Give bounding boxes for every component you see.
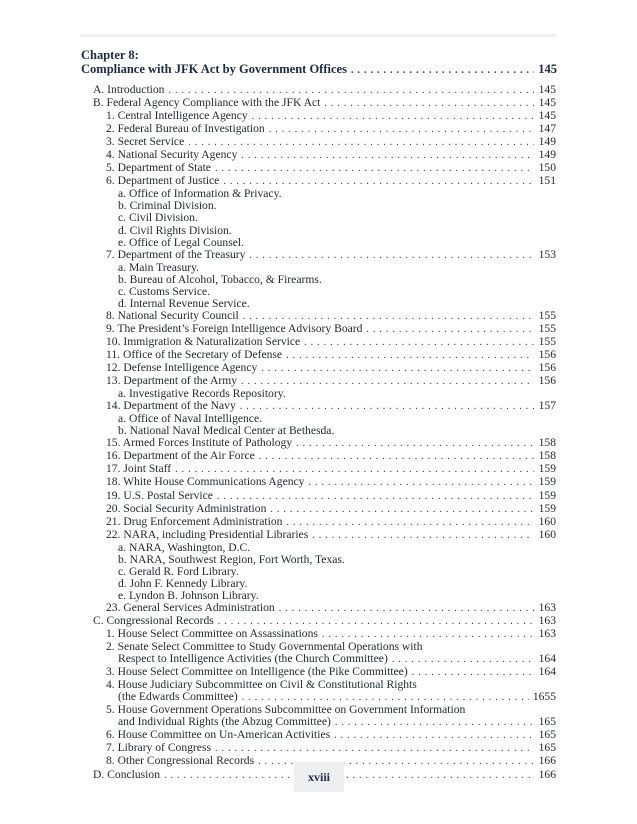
toc-entry-page: 158 [538,436,556,450]
toc-entry[interactable] [93,286,556,298]
toc-entry[interactable] [93,274,556,286]
dot-leader [252,111,534,123]
toc-entry-page: 153 [538,247,556,261]
toc-entry-title: d. Civil Rights Division. [118,223,232,237]
dot-leader [308,477,534,489]
toc-entry-page: 155 [538,334,556,348]
toc-entry-page: 1655 [532,690,556,704]
toc-entry-title: 13. Department of the Army [106,374,238,388]
dot-leader [217,491,534,503]
toc-entry-title: 7. Library of Congress [106,741,211,755]
toc-entry[interactable] [93,516,556,529]
dot-leader [366,324,534,336]
toc-entry-page: 145 [538,96,556,110]
toc-entry-title: (the Edwards Committee) [118,690,238,704]
toc-entry-title: 2. Federal Bureau of Investigation [106,122,265,136]
toc-entry-title: d. Internal Revenue Service. [118,296,250,310]
toc-entry-title: 17. Joint Staff [106,462,172,476]
toc-entry-title: 21. Drug Enforcement Administration [106,514,283,528]
toc-entry-title: 11. Office of the Secretary of Defense [106,347,283,361]
toc-entry-page: 165 [538,715,556,729]
toc-entry-page: 156 [538,361,556,375]
toc-entry-title: a. Office of Naval Intelligence. [118,412,262,426]
dot-leader [269,124,534,136]
toc-entry-page: 164 [538,652,556,666]
dot-leader [249,250,534,262]
dot-leader [324,98,534,110]
toc-entry-page: 159 [538,501,556,515]
toc-entry-title: D. Conclusion [93,767,160,781]
toc-entry-title: c. Gerald R. Ford Library. [118,564,239,578]
toc-entry-page: 165 [538,741,556,755]
dot-leader [240,401,534,413]
dot-leader [286,517,534,529]
toc-entry-title: 6. House Committee on Un-American Activities [106,728,331,742]
toc-entry-title: 12. Defense Intelligence Agency [106,361,258,375]
dot-leader [279,603,534,615]
toc-entry-title: a. Investigative Records Repository. [118,387,286,401]
toc-entry-title: b. Bureau of Alcohol, Tobacco, & Firearms. [118,272,322,286]
page-number: xviii [294,762,344,792]
dot-leader [215,743,534,755]
toc-entry-title: 4. House Judiciary Subcommittee on Civil & Constitutional Rights [106,678,417,692]
toc-entry-title: 3. House Select Committee on Intelligence (the Pike Committee) [106,665,408,679]
toc-entry[interactable] [93,237,556,249]
toc-entry[interactable] [93,212,556,224]
toc-entry-page: 160 [538,514,556,528]
toc-entry-title: 22. NARA, including Presidential Libraries [106,527,309,541]
toc-entry-page: 156 [538,347,556,361]
toc-entry-page: 157 [538,399,556,413]
dot-leader [335,717,534,729]
toc-entry-title: 5. House Government Operations Subcommittee on Government Information [106,703,466,717]
toc-entry-title: 20. Social Security Administration [106,501,267,515]
toc-entry-title: 3. Secret Service [106,135,185,149]
toc-entry-title: B. Federal Agency Compliance with the JFK Act [93,96,321,110]
toc-entry-title: 1. Central Intelligence Agency [106,109,248,123]
toc-entry-page: 159 [538,462,556,476]
toc-entry[interactable] [93,503,556,516]
toc-entry-title: Respect to Intelligence Activities (the Church Committee) [118,652,388,666]
dot-leader [392,654,534,666]
toc-entry-title: 19. U.S. Postal Service [106,488,213,502]
chapter-label: Chapter 8: [81,48,139,62]
toc-entry-title: a. Office of Information & Privacy. [118,187,282,201]
toc-entry-title: a. Main Treasury. [118,260,200,274]
dot-leader [351,64,534,78]
toc-entry-title: A. Introduction [93,83,165,96]
dot-leader [412,667,534,679]
toc-entry-title: d. John F. Kennedy Library. [118,576,248,590]
toc-entry-title: 14. Department of the Navy [106,399,236,413]
toc-entry-title: 9. The President’s Foreign Intelligence Advisory Board [106,321,363,335]
toc-entry[interactable] [93,225,556,237]
toc-entry-page: 163 [538,613,556,627]
toc-entry-title: 6. Department of Justice [106,174,220,188]
toc-entry[interactable] [93,476,556,489]
toc-entry-title: e. Office of Legal Counsel. [118,235,244,249]
toc-entry-title: e. Lyndon B. Johnson Library. [118,588,259,602]
toc-entry-title: 5. Department of State [106,161,211,175]
toc-entry-page: 155 [538,308,556,322]
toc-entry-title: 23. General Services Administration [106,600,275,614]
toc-entry[interactable] [93,554,556,566]
toc-entry-title: 16. Department of the Air Force [106,449,255,463]
toc-entry-title: b. NARA, Southwest Region, Fort Worth, Texas. [118,552,345,566]
toc-entry-title: b. Criminal Division. [118,199,217,213]
toc-entry-title: 7. Department of the Treasury [106,247,246,261]
toc-entry-page: 160 [538,527,556,541]
toc-entry-page: 147 [538,122,556,136]
dot-leader [215,163,534,175]
toc-entry-page: 159 [538,475,556,489]
toc-entry-page: 151 [538,174,556,188]
toc-entry-title: c. Customs Service. [118,284,211,298]
toc-entry-page: 164 [538,665,556,679]
toc-entry-title: a. NARA, Washington, D.C. [118,540,251,554]
toc-entry-title: 8. Other Congressional Records [106,754,255,768]
toc-entry-page: 159 [538,488,556,502]
dot-leader [296,438,534,450]
toc-entry-title: C. Congressional Records [93,613,214,627]
toc-entry-title: c. Civil Division. [118,211,198,225]
toc-entry[interactable] [93,262,556,274]
toc-entry-title: b. National Naval Medical Center at Bethesda. [118,424,335,438]
toc-entry[interactable] [93,249,556,262]
dot-leader [312,530,534,542]
dot-leader [188,137,534,149]
dot-leader [304,337,534,349]
toc-entry-title: 10. Immigration & Naturalization Service [106,334,301,348]
toc-entry-title: 1. House Select Committee on Assassinations [106,627,318,641]
chapter-title-row[interactable] [81,62,557,78]
toc-entry-title: 4. National Security Agency [106,148,238,162]
table-of-contents [93,84,556,782]
dot-leader [270,504,534,516]
chapter-heading [81,48,557,78]
toc-entry[interactable] [93,542,556,554]
toc-entry-page: 145 [538,109,556,123]
toc-entry[interactable] [93,602,556,615]
toc-entry-page: 156 [538,374,556,388]
toc-entry[interactable] [93,529,556,542]
toc-entry-page: 165 [538,728,556,742]
toc-entry-page: 166 [538,754,556,768]
toc-entry[interactable] [93,310,556,323]
toc-entry-page: 163 [538,600,556,614]
dot-leader [164,770,534,782]
top-rule [80,34,556,37]
dot-leader [334,730,534,742]
toc-entry-page: 149 [538,148,556,162]
chapter-title: Compliance with JFK Act by Government Offices [81,62,347,76]
toc-entry-title: 2. Senate Select Committee to Study Governmental Operations with [106,640,423,654]
toc-entry[interactable] [93,323,556,336]
toc-entry-page: 163 [538,627,556,641]
toc-entry-title: 15. Armed Forces Institute of Pathology [106,436,293,450]
dot-leader [261,363,534,375]
toc-entry-page: 158 [538,449,556,463]
dot-leader [241,150,534,162]
toc-entry-page: 145 [538,83,556,96]
dot-leader [286,350,534,362]
toc-entry-page: 149 [538,135,556,149]
chapter-page: 145 [538,62,557,76]
toc-entry-title: 8. National Security Council [106,308,239,322]
toc-entry-page: 166 [538,767,556,781]
toc-entry-title: 18. White House Communications Agency [106,475,305,489]
toc-entry[interactable] [93,490,556,503]
toc-entry-title: and Individual Rights (the Abzug Committee) [118,715,331,729]
toc-entry-page: 155 [538,321,556,335]
toc-entry-page: 150 [538,161,556,175]
dot-leader [259,451,534,463]
